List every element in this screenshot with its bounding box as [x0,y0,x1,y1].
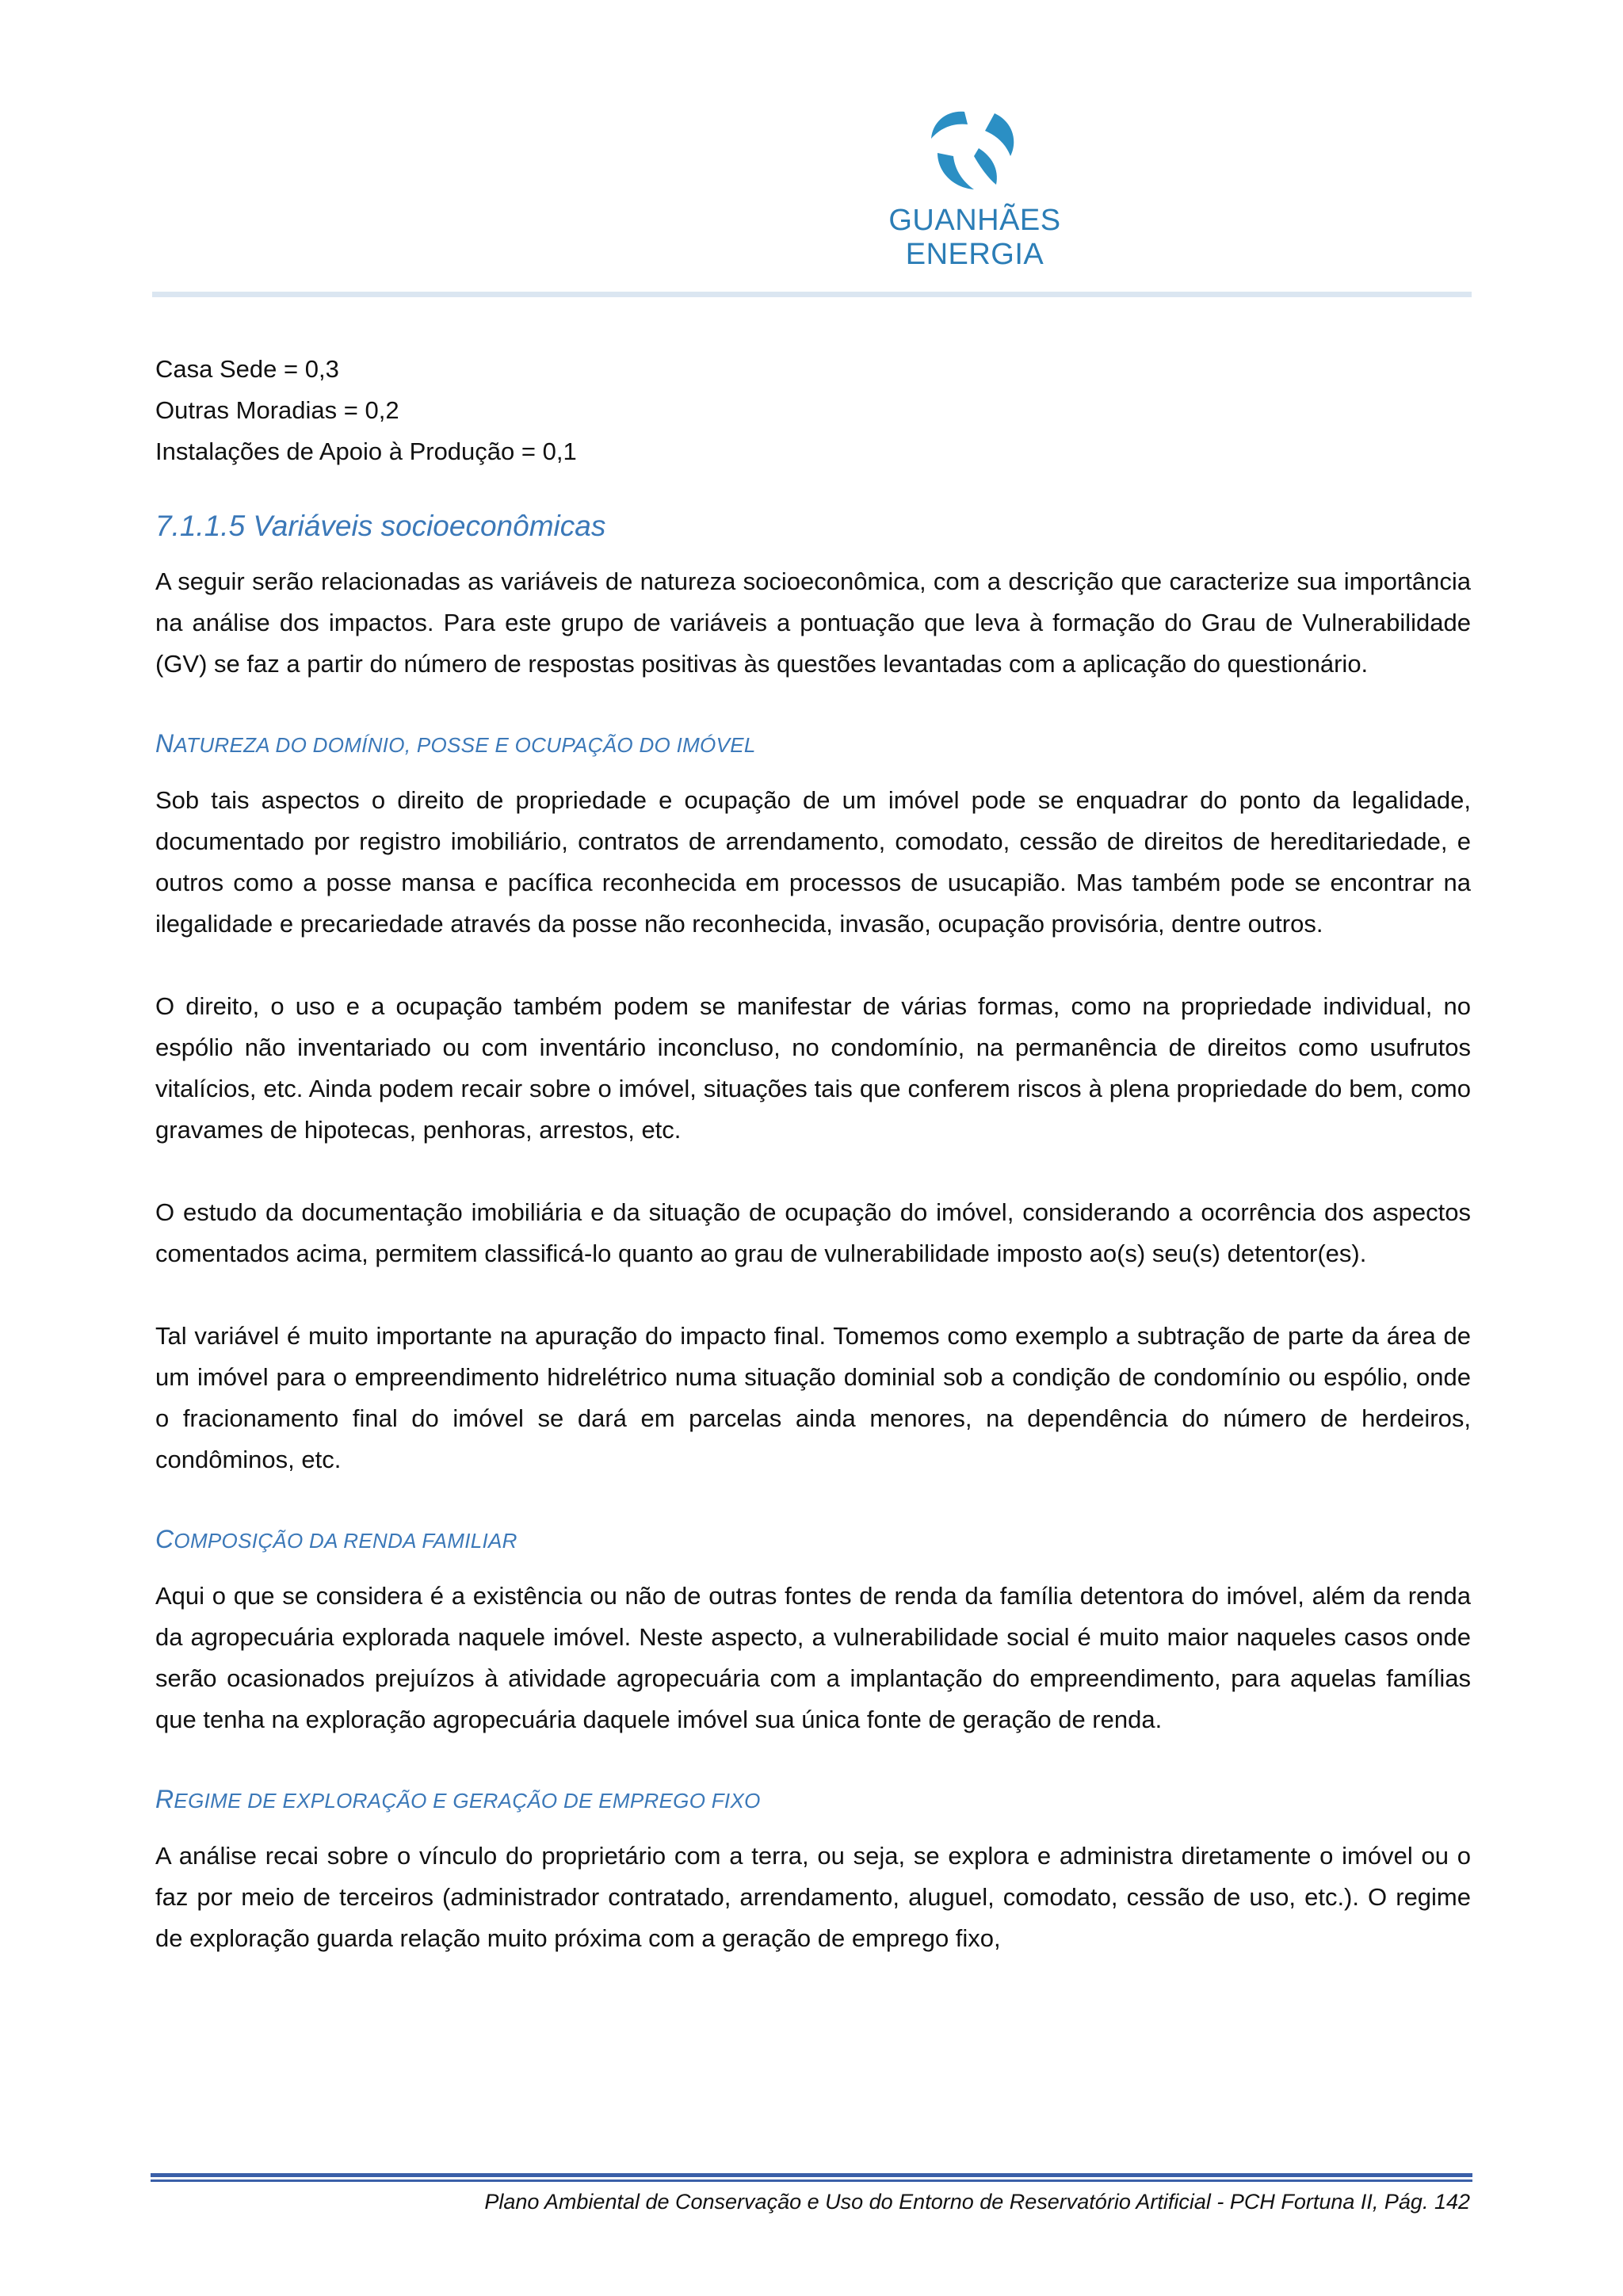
subheading-initial: C [155,1525,174,1553]
subheading-text: EGIME DE EXPLORAÇÃO E GERAÇÃO DE EMPREGO FIXO [174,1789,761,1813]
paragraph: Aqui o que se considera é a existência ou não de outras fontes de renda da família detentora do imóvel, além da renda da agropecuária explorada naquele imóvel. Neste aspecto, a vulnerabilidade social é muito maior naqueles casos onde serão ocasionados prejuízos à atividade agropecuária com a implantação do empreendimento, para aquelas famílias que tenha na exploração agropecuária daquele imóvel sua única fonte de geração de renda. [155,1582,1471,1733]
section-intro-paragraph: A seguir serão relacionadas as variáveis de natureza socioeconômica, com a descrição que caracterize sua importância na análise dos impactos. Para este grupo de variáveis a pontuação que leva à formação do Grau de Vulnerabilidade (GV) se faz a partir do número de respostas positivas às questões levantadas com a aplicação do questionário. [155,567,1471,678]
list-item: Casa Sede = 0,3 [155,355,339,383]
company-logo [816,107,1133,271]
header-divider [152,292,1472,297]
subheading-initial: R [155,1785,174,1813]
paragraph: A análise recai sobre o vínculo do proprietário com a terra, ou seja, se explora e administra diretamente o imóvel ou o faz por meio de terceiros (administrador contratado, arrendamento, aluguel, comodato, cessão de uso, etc.). O regime de exploração guarda relação muito próxima com a geração de emprego fixo, [155,1842,1471,1952]
subheading-renda [155,1522,1471,1558]
paragraph: O direito, o uso e a ocupação também podem se manifestar de várias formas, como na propriedade individual, no espólio não inventariado ou com inventário inconcluso, no condomínio, na permanência de direitos como usufrutos vitalícios, etc. Ainda podem recair sobre o imóvel, situações tais que conferem riscos à plena propriedade do bem, como gravames de hipotecas, penhoras, arrestos, etc. [155,992,1471,1144]
subheading-text: ATUREZA DO DOMÍNIO, POSSE E OCUPAÇÃO DO IMÓVEL [174,733,756,757]
subheading-regime [155,1782,1471,1818]
subheading-natureza [155,726,1471,762]
page-footer: Plano Ambiental de Conservação e Uso do Entorno de Reservatório Artificial - PCH Fortuna II, Pág. 142 [484,2190,1470,2214]
swirl-logo-icon [923,107,1026,198]
logo-wordmark: GUANHÃES ENERGIA [888,204,1061,271]
subheading-text: OMPOSIÇÃO DA RENDA FAMILIAR [174,1529,517,1553]
footer-divider [151,2173,1472,2177]
document-body [155,349,1471,1959]
list-item: Instalações de Apoio à Produção = 0,1 [155,437,577,465]
subheading-initial: N [155,729,174,758]
footer-divider [151,2179,1472,2182]
paragraph: Sob tais aspectos o direito de propriedade e ocupação de um imóvel pode se enquadrar do ponto da legalidade, documentado por registro imobiliário, contratos de arrendamento, comodato, cessão de direitos de hereditariedade, e outros como a posse mansa e pacífica reconhecida em processos de usucapião. Mas também pode se encontrar na ilegalidade e precariedade através da posse não reconhecida, invasão, ocupação provisória, dentre outros. [155,786,1471,938]
section-title: 7.1.1.5 Variáveis socioeconômicas [155,510,606,542]
paragraph: O estudo da documentação imobiliária e da situação de ocupação do imóvel, considerando a ocorrência dos aspectos comentados acima, permitem classificá-lo quanto ao grau de vulnerabilidade imposto ao(s) seu(s) detentor(es). [155,1198,1471,1267]
list-item: Outras Moradias = 0,2 [155,396,399,424]
paragraph: Tal variável é muito importante na apuração do impacto final. Tomemos como exemplo a subtração de parte da área de um imóvel para o empreendimento hidrelétrico numa situação dominial sob a condição de condomínio ou espólio, onde o fracionamento final do imóvel se dará em parcelas ainda menores, na dependência do número de herdeiros, condôminos, etc. [155,1322,1471,1473]
